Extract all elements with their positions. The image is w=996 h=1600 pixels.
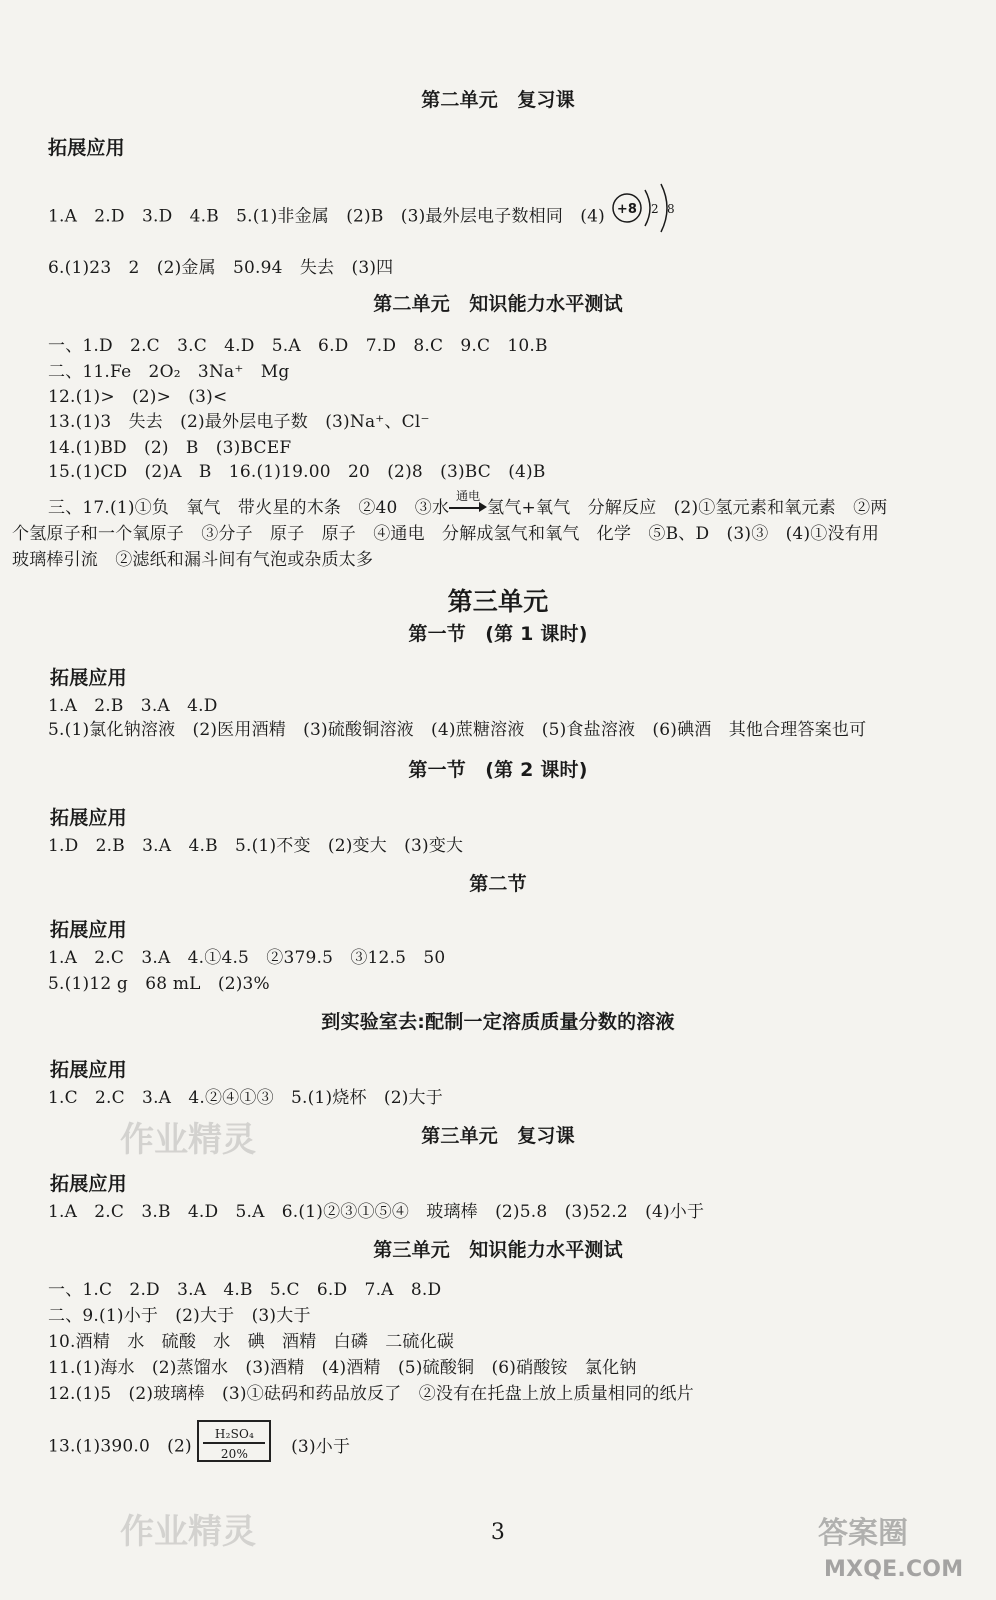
unit3-sec1-lesson2-line1: 1.D 2.B 3.A 4.B 5.(1)不变 (2)变大 (3)变大 xyxy=(48,836,464,856)
unit2-review-section: 拓展应用 xyxy=(48,137,125,159)
reagent-label-formula: H₂SO₄ xyxy=(214,1427,255,1441)
atom-nucleus-charge: +8 xyxy=(616,202,637,217)
unit2-review-line1 xyxy=(48,198,691,236)
page-number: 3 xyxy=(490,1520,506,1545)
unit2-review-title: 第二单元 复习课 xyxy=(421,89,575,111)
unit3-test-line6-b: (3)小于 xyxy=(291,1436,351,1457)
unit2-review-line1-text: 1.A 2.D 3.D 4.B 5.(1)非金属 (2)B (3)最外层电子数相同 (4) xyxy=(48,206,605,227)
unit3-test-line5: 12.(1)5 (2)玻璃棒 (3)①砝码和药品放反了 ②没有在托盘上放上质量相同的纸片 xyxy=(48,1384,694,1404)
unit3-sec1-lesson1-line2: 5.(1)氯化钠溶液 (2)医用酒精 (3)硫酸铜溶液 (4)蔗糖溶液 (5)食盐溶液 (6)碘酒 其他合理答案也可 xyxy=(48,720,867,740)
unit2-test-line6: 15.(1)CD (2)A B 16.(1)19.00 20 (2)8 (3)BC (4)B xyxy=(48,462,546,482)
unit3-lab-title: 到实验室去:配制一定溶质质量分数的溶液 xyxy=(321,1011,675,1033)
oxygen-atom-structure-diagram xyxy=(611,180,691,236)
unit3-sec2-line2: 5.(1)12 g 68 mL (2)3% xyxy=(48,974,270,994)
unit2-test-line2: 二、11.Fe 2O₂ 3Na⁺ Mg xyxy=(48,362,290,382)
unit2-test-title: 第二单元 知识能力水平测试 xyxy=(373,293,623,315)
unit3-review-section: 拓展应用 xyxy=(50,1173,127,1195)
unit3-sec1-lesson2-section: 拓展应用 xyxy=(50,807,127,829)
reaction-arrow-icon xyxy=(449,489,487,518)
unit3-sec2-title: 第二节 xyxy=(469,873,527,895)
watermark-corner-logo: 答案圈 xyxy=(818,1516,908,1551)
unit2-review-line2: 6.(1)23 2 (2)金属 50.94 失去 (3)四 xyxy=(48,258,394,278)
unit3-test-line4: 11.(1)海水 (2)蒸馏水 (3)酒精 (4)酒精 (5)硫酸铜 (6)硝酸铵 氯化钠 xyxy=(48,1358,637,1378)
unit3-sec1-lesson2-title: 第一节 (第 2 课时) xyxy=(408,759,588,781)
unit2-test-line7 xyxy=(48,489,888,518)
unit3-sec1-lesson1-section: 拓展应用 xyxy=(50,667,127,689)
unit2-test-line7-a: 三、17.(1)①负 氧气 带火星的木条 ②40 ③水 xyxy=(48,498,450,518)
reaction-condition: 通电 xyxy=(455,489,481,503)
unit3-test-line2: 二、9.(1)小于 (2)大于 (3)大于 xyxy=(48,1306,311,1326)
unit2-test-line8: 个氢原子和一个氧原子 ③分子 原子 原子 ④通电 分解成氢气和氧气 化学 ⑤B、D (3)③ (4)①没有用 xyxy=(12,524,880,544)
unit2-test-line9: 玻璃棒引流 ②滤纸和漏斗间有气泡或杂质太多 xyxy=(12,550,374,570)
unit3-sec2-section: 拓展应用 xyxy=(50,919,127,941)
unit3-review-title: 第三单元 复习课 xyxy=(421,1125,575,1147)
unit2-test-line5: 14.(1)BD (2) B (3)BCEF xyxy=(48,438,292,458)
unit3-title: 第三单元 xyxy=(447,587,549,616)
unit3-test-line1: 一、1.C 2.D 3.A 4.B 5.C 6.D 7.A 8.D xyxy=(48,1280,442,1300)
unit3-test-title: 第三单元 知识能力水平测试 xyxy=(373,1239,623,1261)
unit3-test-line3: 10.酒精 水 硫酸 水 碘 酒精 白磷 二硫化碳 xyxy=(48,1332,455,1352)
unit2-test-line7-b: 氢气+氧气 分解反应 (2)①氢元素和氧元素 ②两 xyxy=(487,498,888,518)
watermark-corner-url: MXQE.COM xyxy=(824,1557,964,1582)
unit2-test-line1: 一、1.D 2.C 3.C 4.D 5.A 6.D 7.D 8.C 9.C 10.B xyxy=(48,336,548,356)
unit2-test-line4: 13.(1)3 失去 (2)最外层电子数 (3)Na⁺、Cl⁻ xyxy=(48,412,430,432)
unit3-sec1-lesson1-line1: 1.A 2.B 3.A 4.D xyxy=(48,696,218,716)
unit3-lab-section: 拓展应用 xyxy=(50,1059,127,1081)
unit2-test-line3: 12.(1)> (2)> (3)< xyxy=(48,387,228,407)
unit3-sec2-line1: 1.A 2.C 3.A 4.①4.5 ②379.5 ③12.5 50 xyxy=(48,948,446,968)
unit3-sec1-lesson1-title: 第一节 (第 1 课时) xyxy=(408,623,588,645)
reagent-label-concentration: 20% xyxy=(220,1447,249,1461)
watermark-mid: 作业精灵 xyxy=(120,1120,256,1160)
reagent-label-diagram xyxy=(197,1420,271,1462)
unit3-lab-line1: 1.C 2.C 3.A 4.②④①③ 5.(1)烧杯 (2)大于 xyxy=(48,1088,443,1108)
atom-shell1-electrons: 2 xyxy=(650,202,659,216)
unit3-test-line6 xyxy=(48,1427,351,1462)
unit3-review-line1: 1.A 2.C 3.B 4.D 5.A 6.(1)②③①⑤④ 玻璃棒 (2)5.8 (3)52.2 (4)小于 xyxy=(48,1202,705,1222)
watermark-bottom: 作业精灵 xyxy=(120,1512,256,1552)
atom-shell2-electrons: 8 xyxy=(666,202,675,216)
unit3-test-line6-a: 13.(1)390.0 (2) xyxy=(48,1436,192,1457)
